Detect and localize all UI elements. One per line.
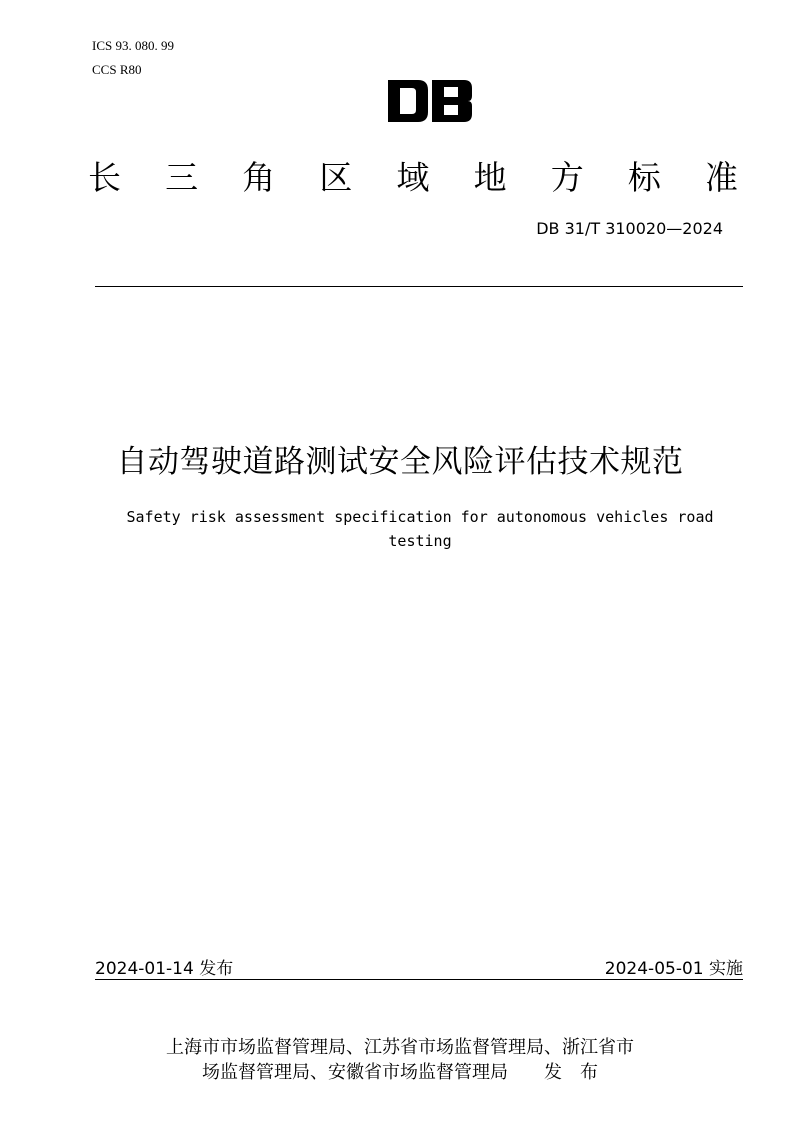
standard-type-char: 区	[319, 158, 353, 197]
standard-type-char: 准	[705, 158, 738, 197]
ccs-code: CCS R80	[92, 62, 142, 77]
db-logo	[388, 80, 472, 122]
issue-date: 2024-01-14 发布	[95, 959, 234, 979]
standard-number: DB 31/T 310020—2024	[536, 219, 723, 238]
standard-type-char: 角	[242, 158, 276, 197]
standard-type-char: 方	[550, 158, 584, 197]
title-english: Safety risk assessment specification for autonomous vehicles road testing	[126, 508, 714, 550]
standard-type-char: 域	[396, 158, 430, 197]
bottom-divider	[95, 979, 743, 980]
standard-type-char: 标	[627, 158, 661, 197]
publisher-line-2: 场监督管理局、安徽省市场监督管理局 发 布	[202, 1062, 598, 1083]
title-chinese: 自动驾驶道路测试安全风险评估技术规范	[116, 444, 684, 480]
standard-type-heading	[88, 152, 738, 199]
publisher-line-1: 上海市市场监督管理局、江苏省市场监督管理局、浙江省市	[166, 1037, 634, 1058]
standard-type-char: 三	[165, 158, 199, 197]
standard-type-char: 地	[473, 158, 507, 197]
ics-code: ICS 93. 080. 99	[92, 38, 174, 53]
implementation-date: 2024-05-01 实施	[604, 959, 743, 979]
top-divider	[95, 286, 743, 287]
standard-type-char: 长	[88, 158, 121, 197]
